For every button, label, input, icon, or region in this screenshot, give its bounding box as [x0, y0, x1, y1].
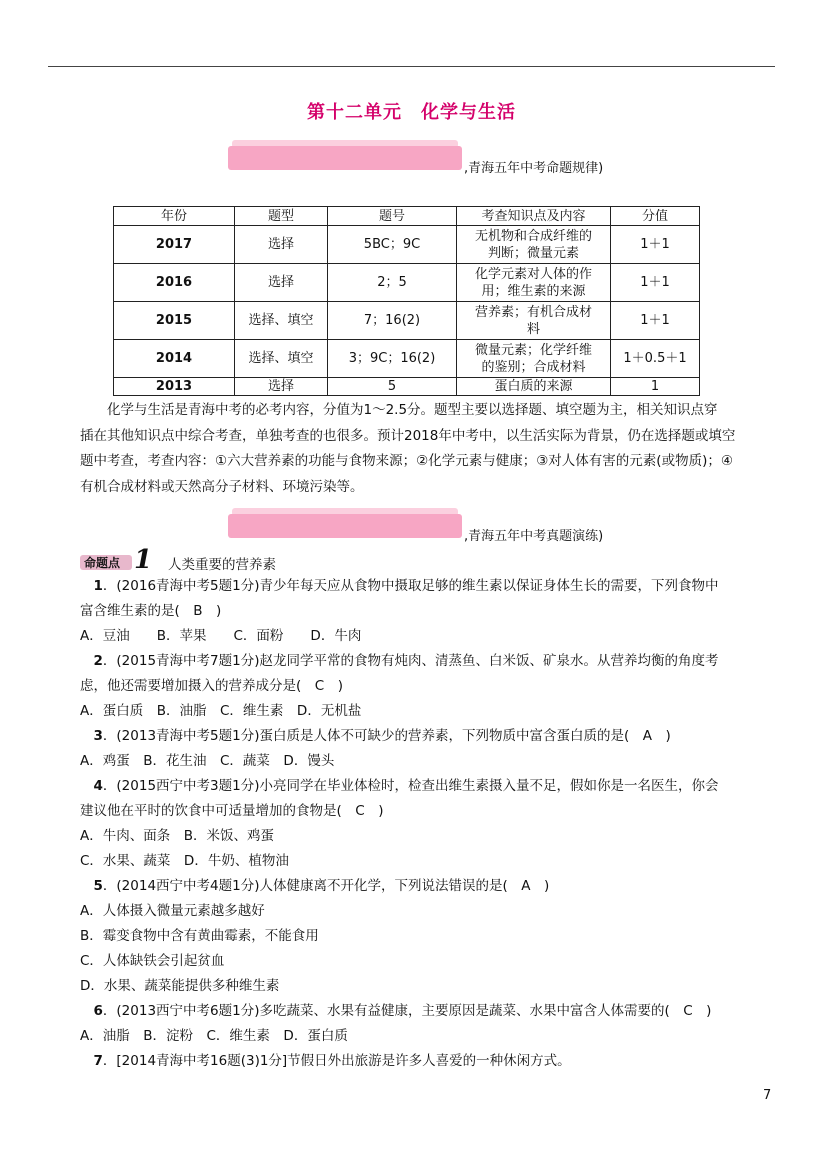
question-number: 6 — [93, 1003, 103, 1019]
year-cell: 2017 — [114, 226, 235, 264]
question-number: 7 — [93, 1053, 103, 1069]
table-row — [114, 264, 700, 302]
question-number: 4 — [93, 778, 103, 794]
year-cell: 2014 — [114, 340, 235, 378]
question-text: 建议他在平时的饮食中可适量增加的食物是( C ) — [80, 803, 384, 819]
question-number: 3 — [93, 728, 103, 744]
question-line — [80, 774, 780, 799]
question-options: A．人体摄入微量元素越多越好 — [80, 903, 265, 919]
type-cell: 选择、填空 — [235, 340, 328, 378]
content-line: 无机物和合成纤维的 — [474, 228, 592, 244]
question-options: A．鸡蛋 B．花生油 C．蔬菜 D．馒头 — [80, 753, 335, 769]
question-text: ．(2013青海中考5题1分)蛋白质是人体不可缺少的营养素，下列物质中富含蛋白质的是( A ) — [102, 728, 671, 744]
question-options: B．霉变食物中含有黄曲霉素，不能食用 — [80, 928, 319, 944]
content-cell — [457, 340, 611, 378]
content-cell — [457, 264, 611, 302]
question-options: C．人体缺铁会引起贫血 — [80, 953, 225, 969]
question-text: ．(2016青海中考5题1分)青少年每天应从食物中摄取足够的维生素以保证身体生长的需要，下列食物中 — [102, 578, 719, 594]
content-line: 微量元素；化学纤维 — [474, 342, 592, 358]
table-header: 分值 — [611, 207, 700, 226]
question-text: 富含维生素的是( B ) — [80, 603, 222, 619]
score-cell: 1＋1 — [611, 226, 700, 264]
question-text: ．(2014西宁中考4题1分)人体健康离不开化学，下列说法错误的是( A ) — [102, 878, 550, 894]
question-options: A．油脂 B．淀粉 C．维生素 D．蛋白质 — [80, 1028, 348, 1044]
number-cell: 5 — [328, 378, 457, 396]
question-line — [80, 874, 780, 899]
content-line: 化学元素对人体的作 — [474, 266, 592, 282]
content-line: 用；维生素的来源 — [481, 283, 586, 299]
question-options: D．水果、蔬菜能提供多种维生素 — [80, 978, 280, 994]
table-header: 题号 — [328, 207, 457, 226]
question-text: ．[2014青海中考16题(3)1分]节假日外出旅游是许多人喜爱的一种休闲方式。 — [102, 1053, 571, 1069]
question-text: ．(2013西宁中考6题1分)多吃蔬菜、水果有益健康，主要原因是蔬菜、水果中富含人体需要的( C ) — [102, 1003, 712, 1019]
year-cell: 2013 — [114, 378, 235, 396]
content-line: 的鉴别；合成材料 — [481, 359, 586, 375]
content-cell: 蛋白质的来源 — [457, 378, 611, 396]
summary-line: 化学与生活是青海中考的必考内容，分值为1～2.5分。题型主要以选择题、填空题为主，相关知识点穿 — [107, 402, 718, 418]
exam-pattern-table — [113, 206, 700, 396]
score-cell: 1＋0.5＋1 — [611, 340, 700, 378]
table-header: 题型 — [235, 207, 328, 226]
question-line — [80, 999, 780, 1024]
summary-line: 题中考查，考查内容：①六大营养素的功能与食物来源；②化学元素与健康；③对人体有害的元素(或物质)；④ — [80, 453, 733, 469]
number-cell: 7；16(2) — [328, 302, 457, 340]
number-cell: 5BC；9C — [328, 226, 457, 264]
question-number: 2 — [93, 653, 103, 669]
summary-paragraph — [80, 398, 780, 500]
table-header-row — [114, 207, 700, 226]
score-cell: 1 — [611, 378, 700, 396]
number-cell: 2；5 — [328, 264, 457, 302]
question-text: ．(2015青海中考7题1分)赵龙同学平常的食物有炖肉、清蒸鱼、白米饭、矿泉水。从营养均衡的角度考 — [102, 653, 719, 669]
question-options: A．蛋白质 B．油脂 C．维生素 D．无机盐 — [80, 703, 362, 719]
summary-line: 插在其他知识点中综合考查，单独考查的也很多。预计2018年中考中，以生活实际为背景，仍在选择题或填空 — [80, 427, 736, 444]
table-row — [114, 378, 700, 396]
score-cell: 1＋1 — [611, 302, 700, 340]
content-cell — [457, 226, 611, 264]
topic-badge — [80, 545, 153, 575]
topic-badge-text: 命题点 — [84, 556, 121, 570]
question-line — [80, 649, 780, 674]
question-number: 1 — [93, 578, 103, 594]
topic-badge-number: 1 — [134, 545, 153, 575]
content-line: 营养素；有机合成材 — [474, 304, 592, 320]
section-banner-rules-label: ,青海五年中考命题规律) — [464, 161, 604, 176]
question-line — [80, 574, 780, 599]
section-banner-rules — [228, 140, 462, 170]
topic-title: 人类重要的营养素 — [168, 557, 276, 573]
number-cell: 3；9C；16(2) — [328, 340, 457, 378]
type-cell: 选择 — [235, 378, 328, 396]
page-number: 7 — [763, 1088, 772, 1103]
question-text: ．(2015西宁中考3题1分)小亮同学在毕业体检时，检查出维生素摄入量不足，假如你是一名医生，你会 — [102, 778, 719, 794]
content-line: 判断；微量元素 — [487, 245, 579, 261]
section-banner-practice — [228, 508, 462, 538]
table-row — [114, 340, 700, 378]
question-text: 虑，他还需要增加摄入的营养成分是( C ) — [80, 678, 343, 694]
question-options: C．水果、蔬菜 D．牛奶、植物油 — [80, 853, 289, 869]
question-options: A．豆油 B．苹果 C．面粉 D．牛肉 — [80, 628, 362, 644]
type-cell: 选择、填空 — [235, 302, 328, 340]
table-row — [114, 226, 700, 264]
table-row — [114, 302, 700, 340]
page-title: 第十二单元 化学与生活 — [307, 102, 516, 123]
content-line: 料 — [526, 321, 540, 337]
year-cell: 2016 — [114, 264, 235, 302]
question-line — [80, 1049, 780, 1074]
table-header: 年份 — [114, 207, 235, 226]
type-cell: 选择 — [235, 226, 328, 264]
summary-line: 有机合成材料或天然高分子材料、环境污染等。 — [80, 478, 364, 495]
header-rule — [48, 66, 775, 67]
questions-list — [80, 574, 780, 1074]
section-banner-practice-label: ,青海五年中考真题演练) — [464, 529, 604, 544]
question-line — [80, 724, 780, 749]
question-options: A．牛肉、面条 B．米饭、鸡蛋 — [80, 828, 274, 844]
type-cell: 选择 — [235, 264, 328, 302]
score-cell: 1＋1 — [611, 264, 700, 302]
table-header: 考查知识点及内容 — [457, 207, 611, 226]
question-number: 5 — [93, 878, 103, 894]
content-cell — [457, 302, 611, 340]
year-cell: 2015 — [114, 302, 235, 340]
